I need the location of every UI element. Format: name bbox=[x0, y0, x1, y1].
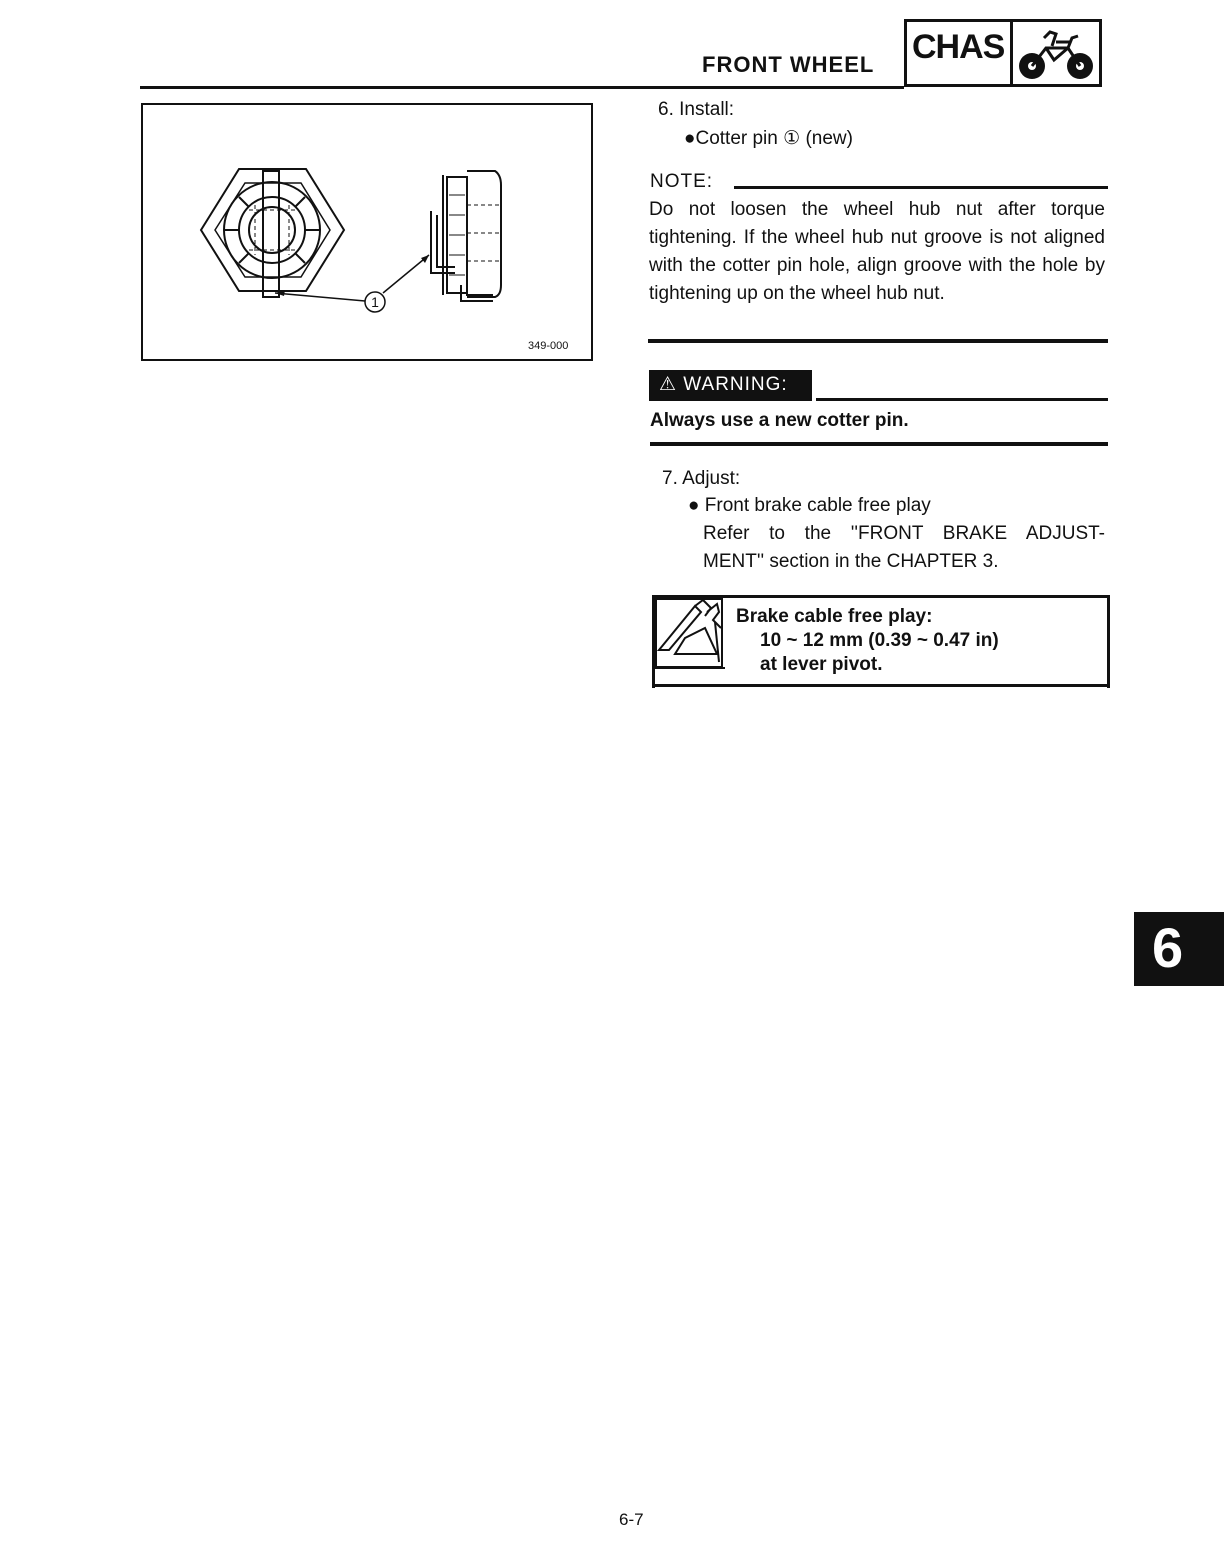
note-body: Do not loosen the wheel hub nut after torque tightening. If the wheel hub nut groove is not aligned with the cotter pin hole, align groove with the hole by tightening up on the wheel hub nut. bbox=[649, 199, 1105, 304]
warning-body: Always use a new cotter pin. bbox=[650, 410, 909, 431]
spec-box-bottom bbox=[652, 684, 1110, 687]
header-rule bbox=[140, 86, 904, 89]
page-number: 6-7 bbox=[619, 1510, 644, 1529]
chapter-badge-divider bbox=[1010, 19, 1013, 87]
spec-icon-rule bbox=[655, 667, 725, 669]
hub-nut-cotter-pin-diagram bbox=[143, 105, 591, 359]
chapter-code: CHAS bbox=[912, 28, 1005, 66]
spec-value: 10 ~ 12 mm (0.39 ~ 0.47 in) bbox=[760, 630, 999, 651]
step7-reference-line2: MENT'' section in the CHAPTER 3. bbox=[703, 551, 999, 572]
step6-title: 6. Install: bbox=[658, 99, 735, 120]
step7-item: ● Front brake cable free play bbox=[688, 495, 931, 516]
section-title: FRONT WHEEL bbox=[702, 52, 875, 77]
warning-badge: ⚠ WARNING: bbox=[649, 370, 812, 401]
note-heading-line bbox=[734, 186, 1108, 189]
figure-callout: 1 bbox=[371, 294, 379, 310]
spec-note: at lever pivot. bbox=[760, 654, 883, 675]
spec-label: Brake cable free play: bbox=[736, 606, 933, 627]
step7-title: 7. Adjust: bbox=[662, 468, 741, 489]
motorcycle-icon bbox=[1016, 26, 1098, 84]
note-rule bbox=[648, 339, 1108, 343]
warning-rule bbox=[650, 442, 1108, 446]
warning-line bbox=[816, 398, 1108, 401]
step7-reference-line1: Refer to the ''FRONT BRAKE ADJUST- bbox=[703, 523, 1105, 544]
figure-code: 349-000 bbox=[528, 340, 569, 352]
chapter-tab: 6 bbox=[1134, 912, 1224, 986]
note-heading: NOTE: bbox=[650, 171, 714, 192]
caliper-gauge-icon bbox=[655, 598, 723, 668]
step6-item: ●Cotter pin ① (new) bbox=[684, 128, 853, 149]
